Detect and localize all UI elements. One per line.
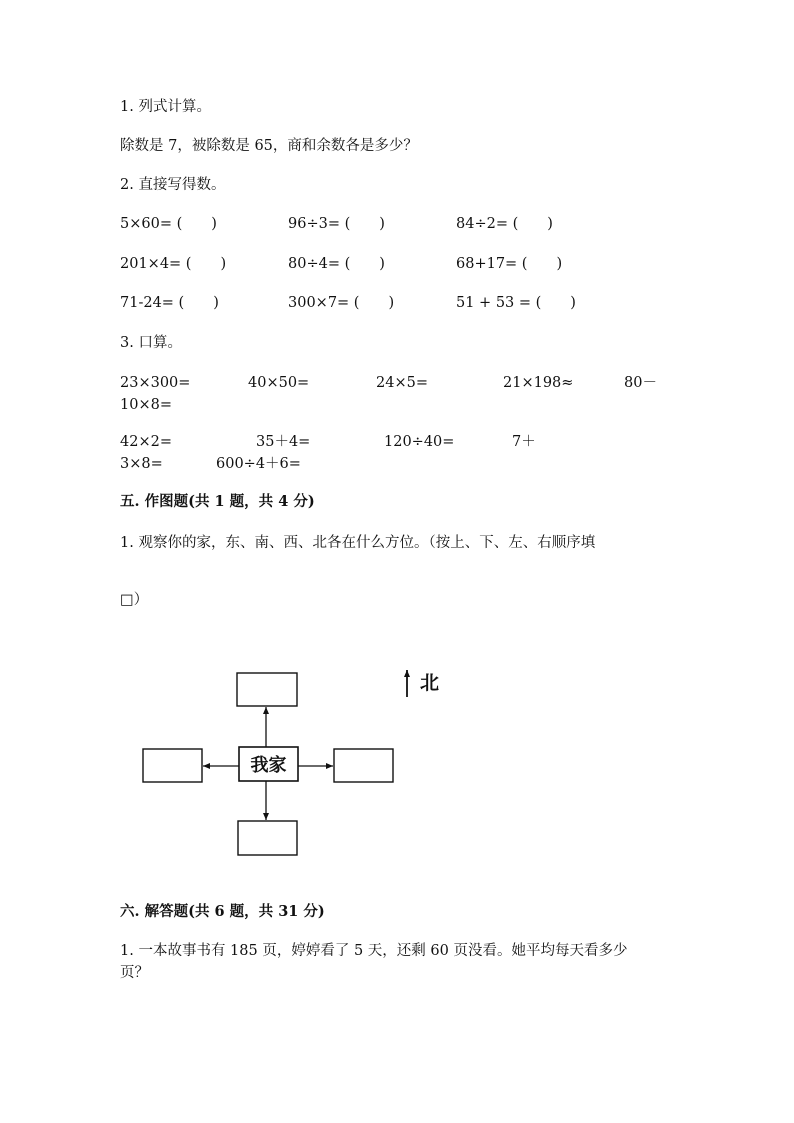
- left-answer-box[interactable]: [143, 749, 202, 782]
- grid-cell: 68+17= ( ): [456, 256, 563, 272]
- grid-cell: 80÷4= ( ): [288, 256, 385, 272]
- oral-item: 7＋: [512, 434, 536, 450]
- oral-item: 40×50=: [248, 375, 310, 391]
- grid-cell: 51 + 53 = ( ): [456, 295, 576, 311]
- oral-item: 24×5=: [376, 375, 428, 391]
- section-5-heading: 五. 作图题(共 1 题，共 4 分): [120, 493, 315, 510]
- oral-item: 35＋4=: [256, 434, 311, 450]
- oral-item: 3×8=: [120, 456, 163, 472]
- section-6-question-line1: 1. 一本故事书有 185 页，婷婷看了 5 天，还剩 60 页没看。她平均每天看多少: [120, 943, 628, 959]
- section-5-question-line1: 1. 观察你的家，东、南、西、北各在什么方位。（按上、下、左、右顺序填: [120, 535, 596, 551]
- bottom-answer-box[interactable]: [238, 821, 297, 855]
- top-answer-box[interactable]: [237, 673, 297, 706]
- question-1-title: 1. 列式计算。: [120, 99, 211, 115]
- right-answer-box[interactable]: [334, 749, 393, 782]
- home-label: 我家: [250, 755, 287, 776]
- question-3-title: 3. 口算。: [120, 335, 182, 351]
- section-5-question-line2: □）: [120, 592, 149, 608]
- north-label: 北: [420, 672, 440, 694]
- oral-item: 120÷40=: [384, 434, 455, 450]
- grid-cell: 5×60= ( ): [120, 216, 217, 232]
- question-2-title: 2. 直接写得数。: [120, 177, 226, 193]
- grid-cell: 96÷3= ( ): [288, 216, 385, 232]
- section-6-heading: 六. 解答题(共 6 题，共 31 分): [120, 903, 325, 920]
- grid-cell: 201×4= ( ): [120, 256, 227, 272]
- question-1-text: 除数是 7，被除数是 65，商和余数各是多少？: [120, 138, 418, 154]
- oral-item: 42×2=: [120, 434, 172, 450]
- section-6-question-line2: 页？: [120, 965, 149, 981]
- oral-item: 80－: [624, 375, 657, 391]
- grid-cell: 84÷2= ( ): [456, 216, 553, 232]
- oral-item: 600÷4＋6=: [216, 456, 301, 472]
- grid-cell: 71-24= ( ): [120, 295, 219, 311]
- oral-item: 21×198≈: [503, 375, 574, 391]
- oral-item: 23×300=: [120, 375, 191, 391]
- home-box: [239, 747, 298, 781]
- oral-item: 10×8=: [120, 397, 172, 413]
- grid-cell: 300×7= ( ): [288, 295, 395, 311]
